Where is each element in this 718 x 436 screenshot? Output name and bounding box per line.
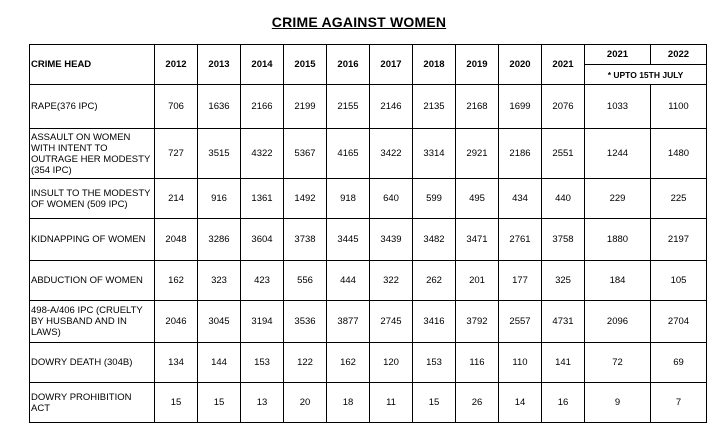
header-year: 2020 [499,45,542,85]
header-partial-year: 2022 [651,45,707,65]
value-cell: 144 [198,343,241,383]
header-year: 2014 [241,45,284,85]
value-cell: 4322 [241,129,284,179]
value-cell: 184 [585,261,651,301]
value-cell: 105 [651,261,707,301]
value-cell: 162 [327,343,370,383]
crime-head-cell: DOWRY PROHIBITION ACT [30,383,155,423]
value-cell: 1492 [284,179,327,219]
value-cell: 153 [413,343,456,383]
value-cell: 918 [327,179,370,219]
value-cell: 495 [456,179,499,219]
crime-head-cell: ASSAULT ON WOMEN WITH INTENT TO OUTRAGE HER MODESTY (354 IPC) [30,129,155,179]
value-cell: 3422 [370,129,413,179]
table-body [30,85,707,423]
value-cell: 3471 [456,219,499,261]
value-cell: 323 [198,261,241,301]
crime-head-cell: ABDUCTION OF WOMEN [30,261,155,301]
value-cell: 3482 [413,219,456,261]
value-cell: 423 [241,261,284,301]
value-cell: 13 [241,383,284,423]
value-cell: 153 [241,343,284,383]
value-cell: 434 [499,179,542,219]
header-year: 2012 [155,45,198,85]
table-row [30,219,707,261]
value-cell: 162 [155,261,198,301]
crime-head-cell: INSULT TO THE MODESTY OF WOMEN (509 IPC) [30,179,155,219]
value-cell: 229 [585,179,651,219]
crime-table [29,44,707,423]
value-cell: 2551 [542,129,585,179]
table-row [30,343,707,383]
value-cell: 440 [542,179,585,219]
value-cell: 120 [370,343,413,383]
table-row [30,261,707,301]
value-cell: 3194 [241,301,284,343]
table-row [30,179,707,219]
value-cell: 1880 [585,219,651,261]
table-row [30,383,707,423]
value-cell: 3604 [241,219,284,261]
value-cell: 15 [198,383,241,423]
value-cell: 444 [327,261,370,301]
header-year: 2018 [413,45,456,85]
header-year: 2019 [456,45,499,85]
value-cell: 3439 [370,219,413,261]
value-cell: 3286 [198,219,241,261]
value-cell: 1699 [499,85,542,129]
value-cell: 225 [651,179,707,219]
value-cell: 2199 [284,85,327,129]
value-cell: 72 [585,343,651,383]
value-cell: 2046 [155,301,198,343]
header-year: 2013 [198,45,241,85]
value-cell: 3445 [327,219,370,261]
value-cell: 141 [542,343,585,383]
value-cell: 18 [327,383,370,423]
value-cell: 3515 [198,129,241,179]
value-cell: 15 [155,383,198,423]
crime-head-cell: RAPE(376 IPC) [30,85,155,129]
value-cell: 4165 [327,129,370,179]
value-cell: 201 [456,261,499,301]
value-cell: 14 [499,383,542,423]
value-cell: 2745 [370,301,413,343]
page-title: CRIME AGAINST WOMEN [271,14,447,30]
value-cell: 2155 [327,85,370,129]
value-cell: 69 [651,343,707,383]
value-cell: 322 [370,261,413,301]
value-cell: 11 [370,383,413,423]
table-row [30,85,707,129]
value-cell: 2557 [499,301,542,343]
value-cell: 2704 [651,301,707,343]
value-cell: 214 [155,179,198,219]
value-cell: 3738 [284,219,327,261]
value-cell: 3045 [198,301,241,343]
value-cell: 2076 [542,85,585,129]
value-cell: 2186 [499,129,542,179]
value-cell: 16 [542,383,585,423]
value-cell: 1033 [585,85,651,129]
value-cell: 3877 [327,301,370,343]
value-cell: 2146 [370,85,413,129]
header-year: 2016 [327,45,370,85]
value-cell: 3758 [542,219,585,261]
value-cell: 916 [198,179,241,219]
value-cell: 3416 [413,301,456,343]
value-cell: 2135 [413,85,456,129]
header-year: 2021 [542,45,585,85]
value-cell: 2197 [651,219,707,261]
value-cell: 3792 [456,301,499,343]
value-cell: 3536 [284,301,327,343]
value-cell: 556 [284,261,327,301]
value-cell: 1480 [651,129,707,179]
value-cell: 134 [155,343,198,383]
value-cell: 1361 [241,179,284,219]
value-cell: 3314 [413,129,456,179]
value-cell: 325 [542,261,585,301]
value-cell: 2096 [585,301,651,343]
value-cell: 2166 [241,85,284,129]
header-partial-note: * UPTO 15TH JULY [585,65,707,85]
header-year: 2017 [370,45,413,85]
value-cell: 15 [413,383,456,423]
value-cell: 5367 [284,129,327,179]
value-cell: 640 [370,179,413,219]
table-row [30,129,707,179]
value-cell: 2168 [456,85,499,129]
value-cell: 1636 [198,85,241,129]
value-cell: 706 [155,85,198,129]
value-cell: 2921 [456,129,499,179]
crime-head-cell: 498-A/406 IPC (CRUELTY BY HUSBAND AND IN LAWS) [30,301,155,343]
header-year: 2015 [284,45,327,85]
value-cell: 2761 [499,219,542,261]
value-cell: 4731 [542,301,585,343]
crime-head-cell: DOWRY DEATH (304B) [30,343,155,383]
value-cell: 1244 [585,129,651,179]
value-cell: 20 [284,383,327,423]
value-cell: 110 [499,343,542,383]
value-cell: 9 [585,383,651,423]
value-cell: 122 [284,343,327,383]
value-cell: 26 [456,383,499,423]
value-cell: 177 [499,261,542,301]
table-row [30,301,707,343]
value-cell: 2048 [155,219,198,261]
crime-head-cell: KIDNAPPING OF WOMEN [30,219,155,261]
header-partial-year: 2021 [585,45,651,65]
value-cell: 1100 [651,85,707,129]
value-cell: 262 [413,261,456,301]
header-crime-head: CRIME HEAD [30,45,155,85]
value-cell: 116 [456,343,499,383]
value-cell: 599 [413,179,456,219]
value-cell: 7 [651,383,707,423]
value-cell: 727 [155,129,198,179]
